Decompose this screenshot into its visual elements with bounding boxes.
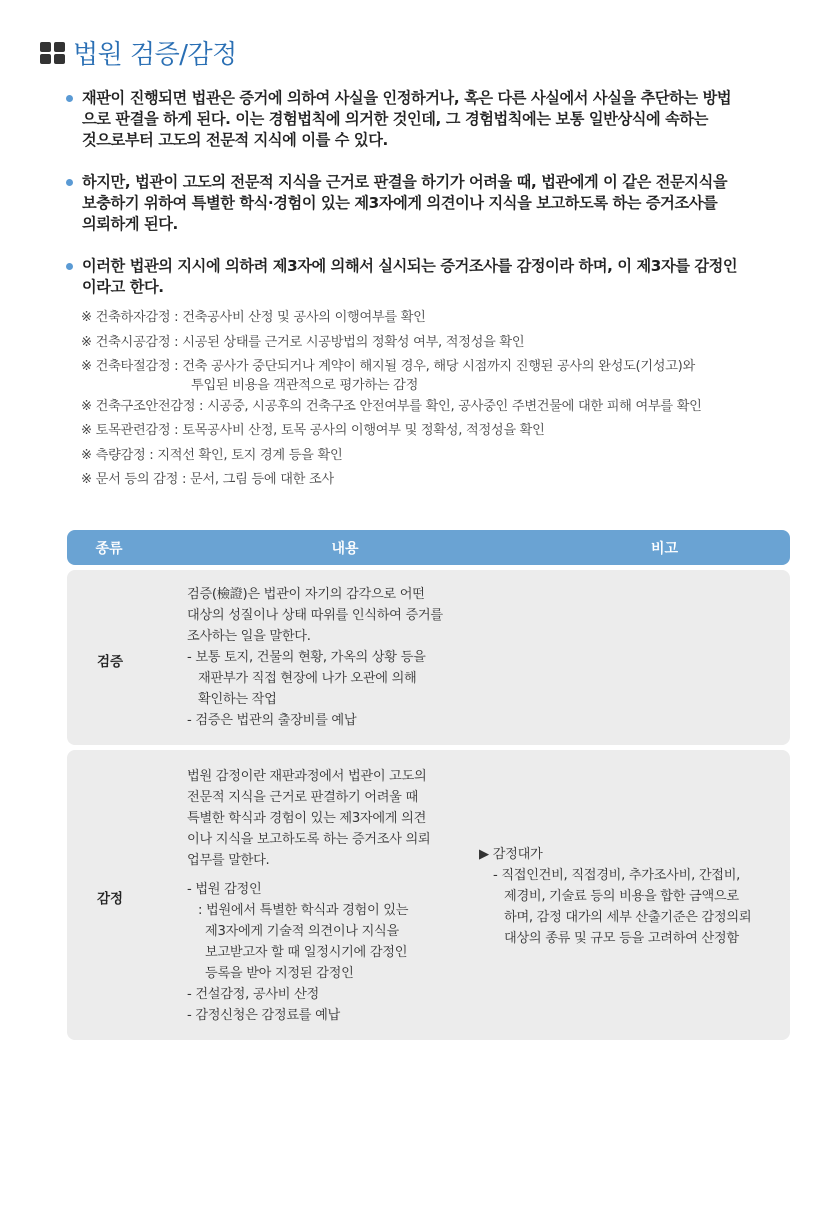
bullet-line: 이러한 법관의 지시에 의하려 제3자에 의해서 실시되는 증거조사를 감정이라 하며, 이 제3자를 감정인 — [82, 257, 738, 275]
content-line: - 감정신청은 감정료를 예납 — [187, 1008, 340, 1023]
content-line: - 건설감정, 공사비 산정 — [187, 987, 319, 1002]
content-line: - 검증은 법관의 출장비를 예납 — [187, 713, 357, 728]
note-item: ※ 문서 등의 감정 : 문서, 그림 등에 대한 조사 — [81, 472, 334, 487]
table-row — [67, 750, 790, 1040]
row-content — [187, 584, 477, 731]
note-item: ※ 토목관련감정 : 토목공사비 산정, 토목 공사의 이행여부 및 정확성, 적정성을 확인 — [81, 423, 545, 438]
grid-icon — [40, 42, 65, 64]
content-line: : 법원에서 특별한 학식과 경험이 있는 — [198, 903, 409, 918]
row-type: 감정 — [97, 891, 124, 907]
bullet-line: 보충하기 위하여 특별한 학식·경험이 있는 제3자에게 의견이나 지식을 보고하도록 하는 증거조사를 — [82, 194, 718, 212]
page-title: 법원 검증/감정 — [73, 40, 237, 70]
content-line: 재판부가 직접 현장에 나가 오관에 의해 — [198, 671, 417, 686]
content-line: 제3자에게 기술적 의견이나 지식을 — [205, 924, 399, 939]
content-line: 검증(檢證)은 법관이 자기의 감각으로 어떤 — [187, 587, 425, 602]
note-continuation: 투입된 비용을 객관적으로 평가하는 감정 — [191, 377, 419, 393]
note-text: ※ 건축타절감정 : 건축 공사가 중단되거나 계약이 해지될 경우, 해당 시점까지 진행된 공사의 완성도(기성고)와 — [81, 359, 695, 374]
bullet-item — [66, 88, 786, 151]
header-type: 종류 — [95, 540, 123, 557]
bullet-dot-icon — [66, 263, 73, 270]
note-item: ※ 건축하자감정 : 건축공사비 산정 및 공사의 이행여부를 확인 — [81, 310, 426, 325]
note-item — [81, 355, 801, 395]
row-type: 검증 — [97, 654, 124, 670]
content-line: 대상의 성질이나 상태 따위를 인식하여 증거를 — [187, 608, 443, 623]
note-item: ※ 건축시공감정 : 시공된 상태를 근거로 시공방법의 정확성 여부, 적정성을 확인 — [81, 334, 525, 350]
row-note — [479, 844, 779, 949]
content-line: 특별한 학식과 경험이 있는 제3자에게 의견 — [187, 811, 427, 826]
content-line: 보고받고자 할 때 일정시기에 감정인 — [205, 945, 408, 960]
note-list — [81, 306, 801, 493]
bullet-line: 것으로부터 고도의 전문적 지식에 이를 수 있다. — [82, 131, 388, 149]
content-line: - 보통 토지, 건물의 현황, 가옥의 상황 등을 — [187, 650, 426, 665]
note-line: 하며, 감정 대가의 세부 산출기준은 감정의뢰 — [504, 910, 752, 925]
row-content — [187, 766, 477, 1026]
bullet-item — [66, 172, 786, 235]
content-line: 등록을 받아 지정된 감정인 — [205, 966, 354, 981]
note-item: ※ 건축구조안전감정 : 시공중, 시공후의 건축구조 안전여부를 확인, 공사중인 주변건물에 대한 피해 여부를 확인 — [81, 398, 702, 414]
content-line: - 법원 감정인 — [187, 882, 262, 897]
content-line: 이나 지식을 보고하도록 하는 증거조사 의뢰 — [187, 832, 431, 847]
bullet-dot-icon — [66, 95, 73, 102]
content-line: 확인하는 작업 — [198, 692, 277, 707]
bullet-line: 으로 판결을 하게 된다. 이는 경험법칙에 의거한 것인데, 그 경험법칙에는 보통 일반상식에 속하는 — [82, 110, 708, 128]
bullet-list — [66, 88, 786, 306]
content-line: 조사하는 일을 말한다. — [187, 629, 311, 644]
note-line: 대상의 종류 및 규모 등을 고려하여 산정함 — [504, 931, 739, 946]
bullet-item — [66, 256, 786, 298]
note-line: 제경비, 기술료 등의 비용을 합한 금액으로 — [504, 889, 739, 904]
header-note: 비고 — [650, 540, 679, 557]
info-table — [67, 530, 790, 1023]
bullet-dot-icon — [66, 179, 73, 186]
bullet-line: 이라고 한다. — [82, 278, 164, 296]
bullet-line: 재판이 진행되면 법관은 증거에 의하여 사실을 인정하거나, 혹은 다른 사실에서 사실을 추단하는 방법 — [82, 89, 732, 107]
content-line: 전문적 지식을 근거로 판결하기 어려울 때 — [187, 790, 418, 805]
note-item: ※ 측량감정 : 지적선 확인, 토지 경계 등을 확인 — [81, 447, 343, 463]
page-title-row — [40, 34, 237, 71]
content-line: 법원 감정이란 재판과정에서 법관이 고도의 — [187, 769, 427, 784]
bullet-line: 하지만, 법관이 고도의 전문적 지식을 근거로 판결을 하기가 어려울 때, 법관에게 이 같은 전문지식을 — [82, 173, 728, 191]
content-line: 업무를 말한다. — [187, 853, 270, 868]
table-row — [67, 570, 790, 745]
note-line: ▶ 감정대가 — [479, 847, 543, 862]
table-header — [67, 530, 790, 565]
note-line: - 직접인건비, 직접경비, 추가조사비, 간접비, — [493, 868, 741, 883]
header-content: 내용 — [331, 540, 359, 557]
bullet-line: 의뢰하게 된다. — [82, 215, 178, 233]
